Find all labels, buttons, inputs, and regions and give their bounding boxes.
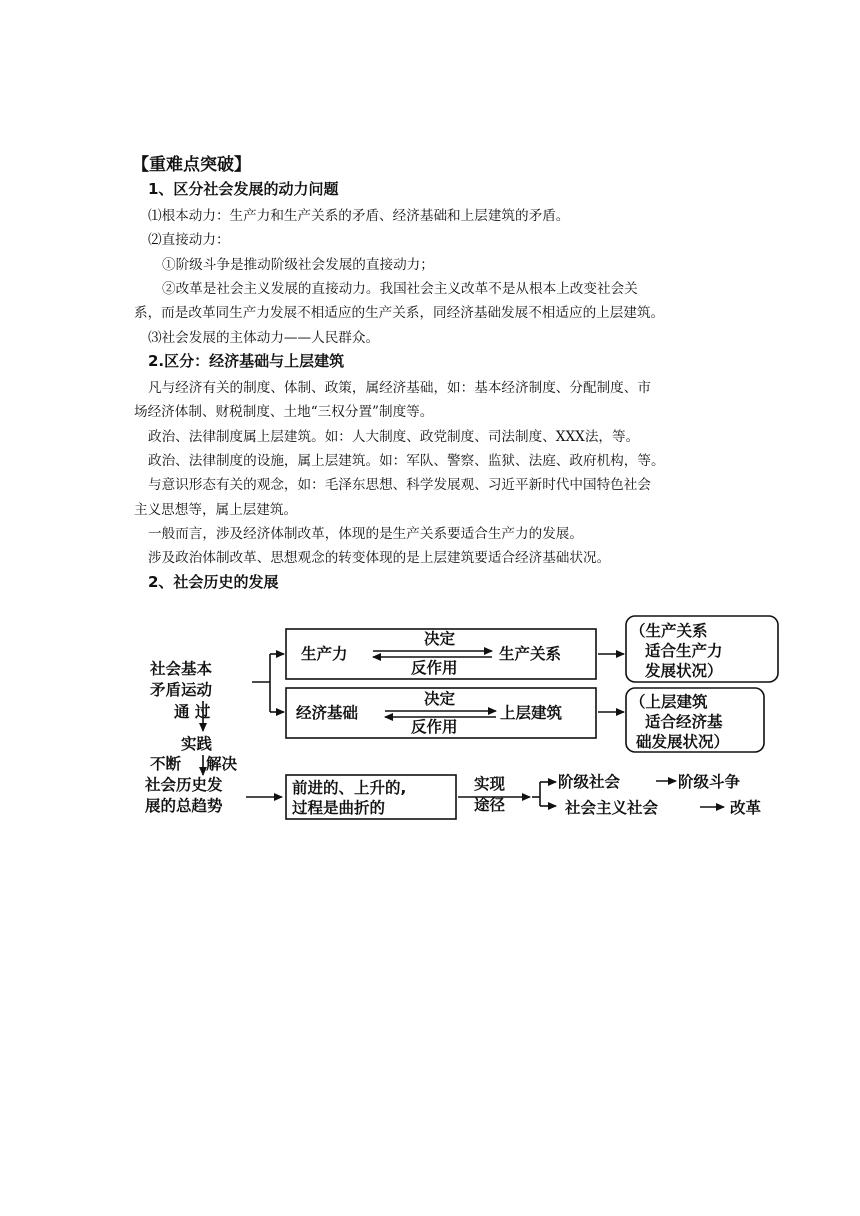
label-economic-base: 经济基础: [296, 704, 359, 722]
paragraph: 政治、法律制度的设施，属上层建筑。如：军队、警察、监狱、法庭、政府机构，等。: [148, 453, 665, 469]
label-basic-contradiction-2: 矛盾运动: [150, 681, 213, 699]
label-path: 途径: [474, 796, 506, 814]
paragraph: ②改革是社会主义发展的直接动力。我国社会主义改革不是从根本上改变社会关: [162, 281, 638, 297]
label-reaction-2: 反作用: [411, 718, 458, 736]
paragraph: ⑵直接动力：: [148, 232, 230, 248]
subtitle-1: 1、区分社会发展的动力问题: [148, 180, 339, 198]
label-trend-2: 展的总趋势: [145, 797, 223, 815]
paragraph: ①阶级斗争是推动阶级社会发展的直接动力；: [162, 257, 434, 273]
label-decides-2: 决定: [424, 690, 456, 708]
paragraph: 一般而言，涉及经济体制改革，体现的是生产关系要适合生产力的发展。: [148, 526, 583, 542]
paragraph: 系，而是改革同生产力发展不相适应的生产关系，同经济基础发展不相适应的上层建筑。: [134, 305, 665, 321]
label-production-relations: 生产关系: [499, 645, 562, 663]
label-result-1a: （生产关系: [630, 622, 708, 640]
paragraph: 凡与经济有关的制度、体制、政策，属经济基础，如：基本经济制度、分配制度、市: [148, 380, 651, 396]
label-result-1b: 适合生产力: [645, 642, 723, 660]
label-productive-forces: 生产力: [301, 645, 348, 663]
label-continuous: 不断: [150, 755, 182, 773]
label-through: 通 过: [174, 703, 211, 721]
paragraph: 政治、法律制度属上层建筑。如：人大制度、政党制度、司法制度、XXX法，等。: [148, 429, 640, 445]
label-reaction-1: 反作用: [411, 659, 458, 677]
label-result-1c: 发展状况）: [645, 662, 723, 680]
paragraph: 主义思想等，属上层建筑。: [134, 502, 298, 518]
paragraph: ⑶社会发展的主体动力——人民群众。: [148, 330, 380, 346]
label-practice: 实践: [181, 735, 213, 753]
label-result-2c: 础发展状况）: [636, 733, 730, 751]
label-result-2b: 适合经济基: [645, 713, 723, 731]
label-trend-desc-2: 过程是曲折的: [292, 799, 386, 817]
label-class-struggle: 阶级斗争: [678, 773, 741, 791]
subtitle-3: 2、社会历史的发展: [148, 573, 279, 591]
paragraph: 与意识形态有关的观念，如：毛泽东思想、科学发展观、习近平新时代中国特色社会: [148, 477, 651, 493]
label-trend-desc-1: 前进的、上升的,: [292, 779, 407, 797]
label-decides-1: 决定: [424, 630, 456, 648]
label-trend-1: 社会历史发: [145, 776, 223, 794]
label-realize: 实现: [474, 775, 506, 793]
label-superstructure: 上层建筑: [500, 704, 563, 722]
label-class-society: 阶级社会: [558, 773, 621, 791]
section-title: 【重难点突破】: [132, 155, 251, 175]
label-socialist-society: 社会主义社会: [565, 799, 659, 817]
label-result-2a: （上层建筑: [630, 693, 708, 711]
paragraph: ⑴根本动力：生产力和生产关系的矛盾、经济基础和上层建筑的矛盾。: [148, 208, 570, 224]
label-reform: 改革: [730, 799, 762, 817]
paragraph: 场经济体制、财税制度、土地“三权分置”制度等。: [134, 404, 434, 420]
subtitle-2: 2.区分：经济基础与上层建筑: [148, 352, 345, 370]
paragraph: 涉及政治体制改革、思想观念的转变体现的是上层建筑要适合经济基础状况。: [148, 550, 611, 566]
label-basic-contradiction-1: 社会基本: [150, 660, 213, 678]
label-solve: 解决: [206, 755, 238, 773]
